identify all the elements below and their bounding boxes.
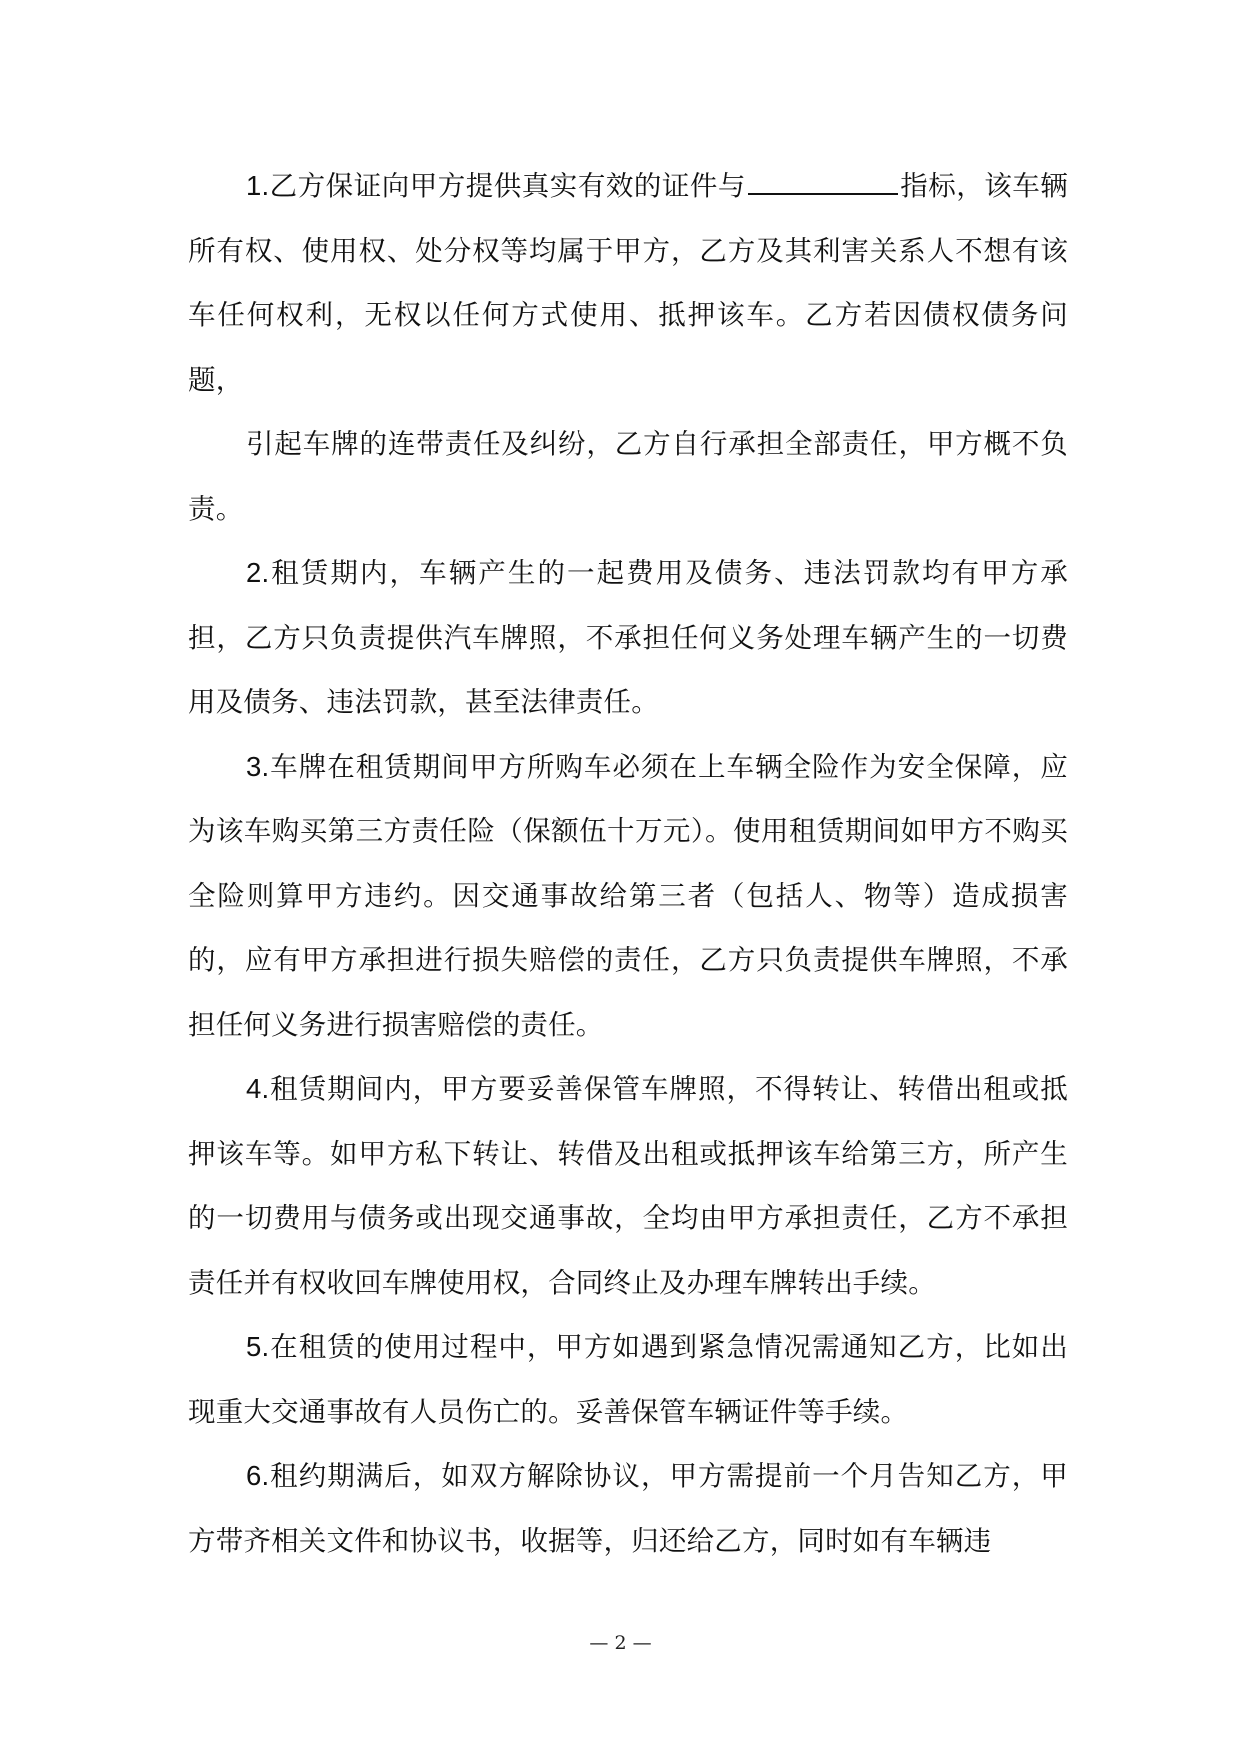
clause-text: 租赁期间内，甲方要妥善保管车牌照，不得转让、转借出租或抵押该车等。如甲方私下转让、转借及出租或抵押该车给第三方，所产生的一切费用与债务或出现交通事故，全均由甲方承担责任，乙方不承担责任并有权收回车牌使用权，合同终止及办理车牌转出手续。	[188, 1073, 1068, 1299]
clause-text: 车牌在租赁期间甲方所购车必须在上车辆全险作为安全保障，应为该车购买第三方责任险（保额伍十万元）。使用租赁期间如甲方不购买全险则算甲方违约。因交通事故给第三者（包括人、物等）造成损害的，应有甲方承担进行损失赔偿的责任，乙方只负责提供车牌照，不承担任何义务进行损害赔偿的责任。	[188, 750, 1068, 1041]
fill-in-blank	[748, 167, 898, 195]
clause-number: 3.	[246, 750, 270, 782]
clause-text: 引起车牌的连带责任及纠纷，乙方自行承担全部责任，甲方概不负责。	[188, 428, 1068, 525]
clause-number: 5.	[246, 1331, 270, 1362]
clause-text: 指标，该车辆所有权、使用权、处分权等均属于甲方，乙方及其利害关系人不想有该车任何权利，无权以任何方式使用、抵押该车。乙方若因债权债务问题，	[188, 170, 1068, 396]
clause-text: 租赁期内，车辆产生的一起费用及债务、违法罚款均有甲方承担，乙方只负责提供汽车牌照，不承担任何义务处理车辆产生的一切费用及债务、违法罚款，甚至法律责任。	[188, 557, 1068, 718]
document-body	[188, 154, 1068, 1573]
clause-text: 在租赁的使用过程中，甲方如遇到紧急情况需通知乙方，比如出现重大交通事故有人员伤亡的。妥善保管车辆证件等手续。	[188, 1331, 1068, 1428]
clause-1-continued	[188, 412, 1068, 541]
clause-number: 6.	[246, 1460, 270, 1491]
clause-text: 租约期满后，如双方解除协议，甲方需提前一个月告知乙方，甲方带齐相关文件和协议书，收据等，归还给乙方，同时如有车辆违	[188, 1460, 1068, 1557]
clause-number: 4.	[246, 1073, 270, 1104]
clause-number: 1.	[246, 170, 270, 201]
clause-number: 2.	[246, 557, 270, 588]
clause-4	[188, 1057, 1068, 1315]
clause-5	[188, 1315, 1068, 1444]
clause-1	[188, 154, 1068, 412]
clause-3	[188, 735, 1068, 1058]
page-number: — 2 —	[589, 1632, 652, 1654]
clause-text: 乙方保证向甲方提供真实有效的证件与	[269, 170, 746, 202]
clause-6	[188, 1444, 1068, 1573]
clause-2	[188, 541, 1068, 735]
